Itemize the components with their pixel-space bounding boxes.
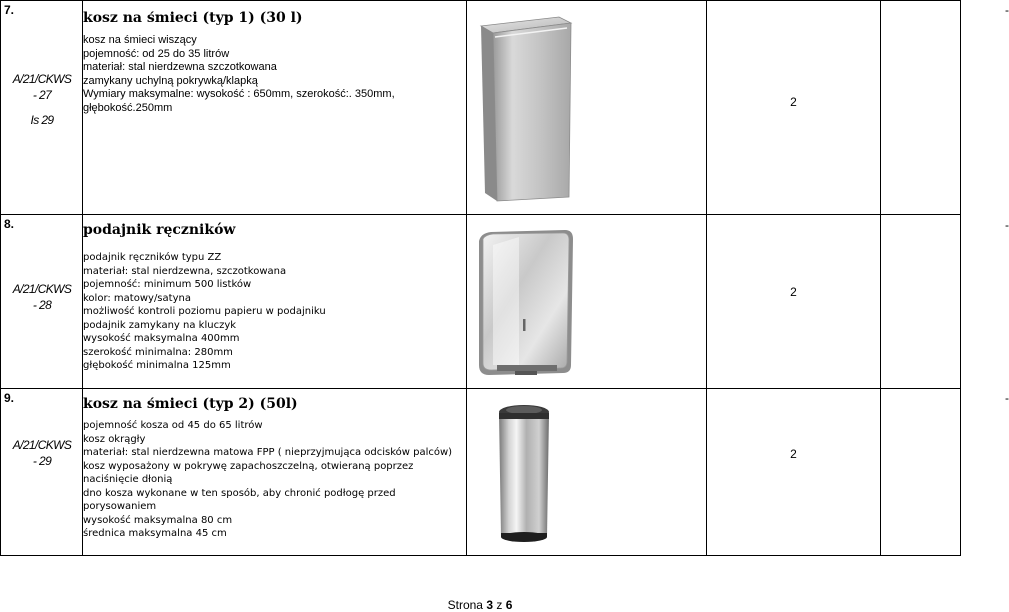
item-image-cell [467,389,707,556]
spec-line: wysokość maksymalna 400mm [83,333,240,344]
spec-line: szerokość minimalna: 280mm [83,346,233,358]
footer-middle: z [493,598,506,612]
spec-line: materiał: stal nierdzewna szczotkowana [83,61,277,73]
spec-line: średnica maksymalna 45 cm [83,528,227,539]
extra-cell [881,215,1009,389]
spec-line: pojemność: od 25 do 35 litrów [83,47,230,60]
spec-line: kosz wyposażony w pokrywę zapachoszczelną, otwieraną poprzez [83,460,414,472]
spec-line: materiał: stal nierdzewna matowa FPP ( nieprzyjmująca odcisków palców) [83,447,453,458]
dash-value: - [1005,218,1009,232]
dash-value: - [1005,391,1009,405]
item-image-cell [467,1,707,215]
item-title: podajnik ręczników [83,222,236,238]
spec-line: kosz na śmieci wiszący [83,34,197,46]
spec-line: pojemność kosza od 45 do 65 litrów [83,420,263,431]
item-description-cell [83,215,467,389]
item-code [1,437,83,469]
quantity-value: 2 [790,447,797,461]
quantity-value: 2 [790,95,797,109]
quantity-value: 2 [790,285,797,299]
item-code [1,71,83,128]
spec-line: możliwość kontroli poziomu papieru w podajniku [83,306,326,317]
item-number-cell [1,215,83,389]
towel-dispenser-image [467,215,707,388]
item-description-cell [83,1,467,215]
code-line: A/21/CKWS [12,438,72,452]
dash-value: - [1005,3,1009,17]
extra-cell [881,389,1009,556]
row-number: 8. [4,217,15,231]
extra-cell [881,1,1009,215]
spec-line: materiał: stal nierdzewna, szczotkowana [83,265,287,277]
item-spec-lines [83,251,466,373]
spec-line: zamykany uchylną pokrywką/klapką [83,74,258,87]
item-title: kosz na śmieci (typ 1) (30 l) [83,10,303,26]
spec-line: pojemność: minimum 500 listków [83,279,252,290]
table-row [1,389,961,556]
spec-line: naciśnięcie dłonią [83,474,173,485]
spec-line: wysokość maksymalna 80 cm [83,514,233,526]
page-footer [0,598,960,612]
spec-line: kosz okrągły [83,433,146,445]
table-row [1,215,961,389]
item-title: kosz na śmieci (typ 2) (50l) [83,396,298,412]
footer-total: 6 [505,598,513,612]
code-line: - 27 [32,88,52,102]
code-line: Is 29 [30,113,54,127]
quantity-cell [707,215,881,389]
quantity-cell [707,389,881,556]
code-line: A/21/CKWS [12,282,72,296]
item-spec-lines [83,34,466,115]
item-spec-lines [83,419,466,541]
footer-prefix: Strona [447,598,487,612]
table-row [1,1,961,215]
row-number: 7. [4,3,15,17]
item-number-cell [1,1,83,215]
spec-line: kolor: matowy/satyna [83,292,191,304]
wall-mounted-bin-image [467,1,707,214]
code-line: - 29 [32,454,52,468]
item-number-cell [1,389,83,556]
row-number: 9. [4,391,15,405]
item-description-cell [83,389,467,556]
spec-line: podajnik ręczników typu ZZ [83,252,222,263]
spec-line: głębokość.250mm [83,101,173,114]
spec-line: podajnik zamykany na kluczyk [83,319,237,331]
item-code [1,281,83,313]
code-line: A/21/CKWS [12,72,72,86]
round-bin-image [467,389,707,555]
spec-line: porysowaniem [83,501,157,512]
spec-line: dno kosza wykonane w ten sposób, aby chronić podłogę przed [83,487,396,499]
spec-line: głębokość minimalna 125mm [83,360,231,371]
item-image-cell [467,215,707,389]
quantity-cell [707,1,881,215]
code-line: - 28 [32,298,52,312]
spec-line: Wymiary maksymalne: wysokość : 650mm, szerokość:. 350mm, [83,88,395,100]
footer-page: 3 [486,598,494,612]
